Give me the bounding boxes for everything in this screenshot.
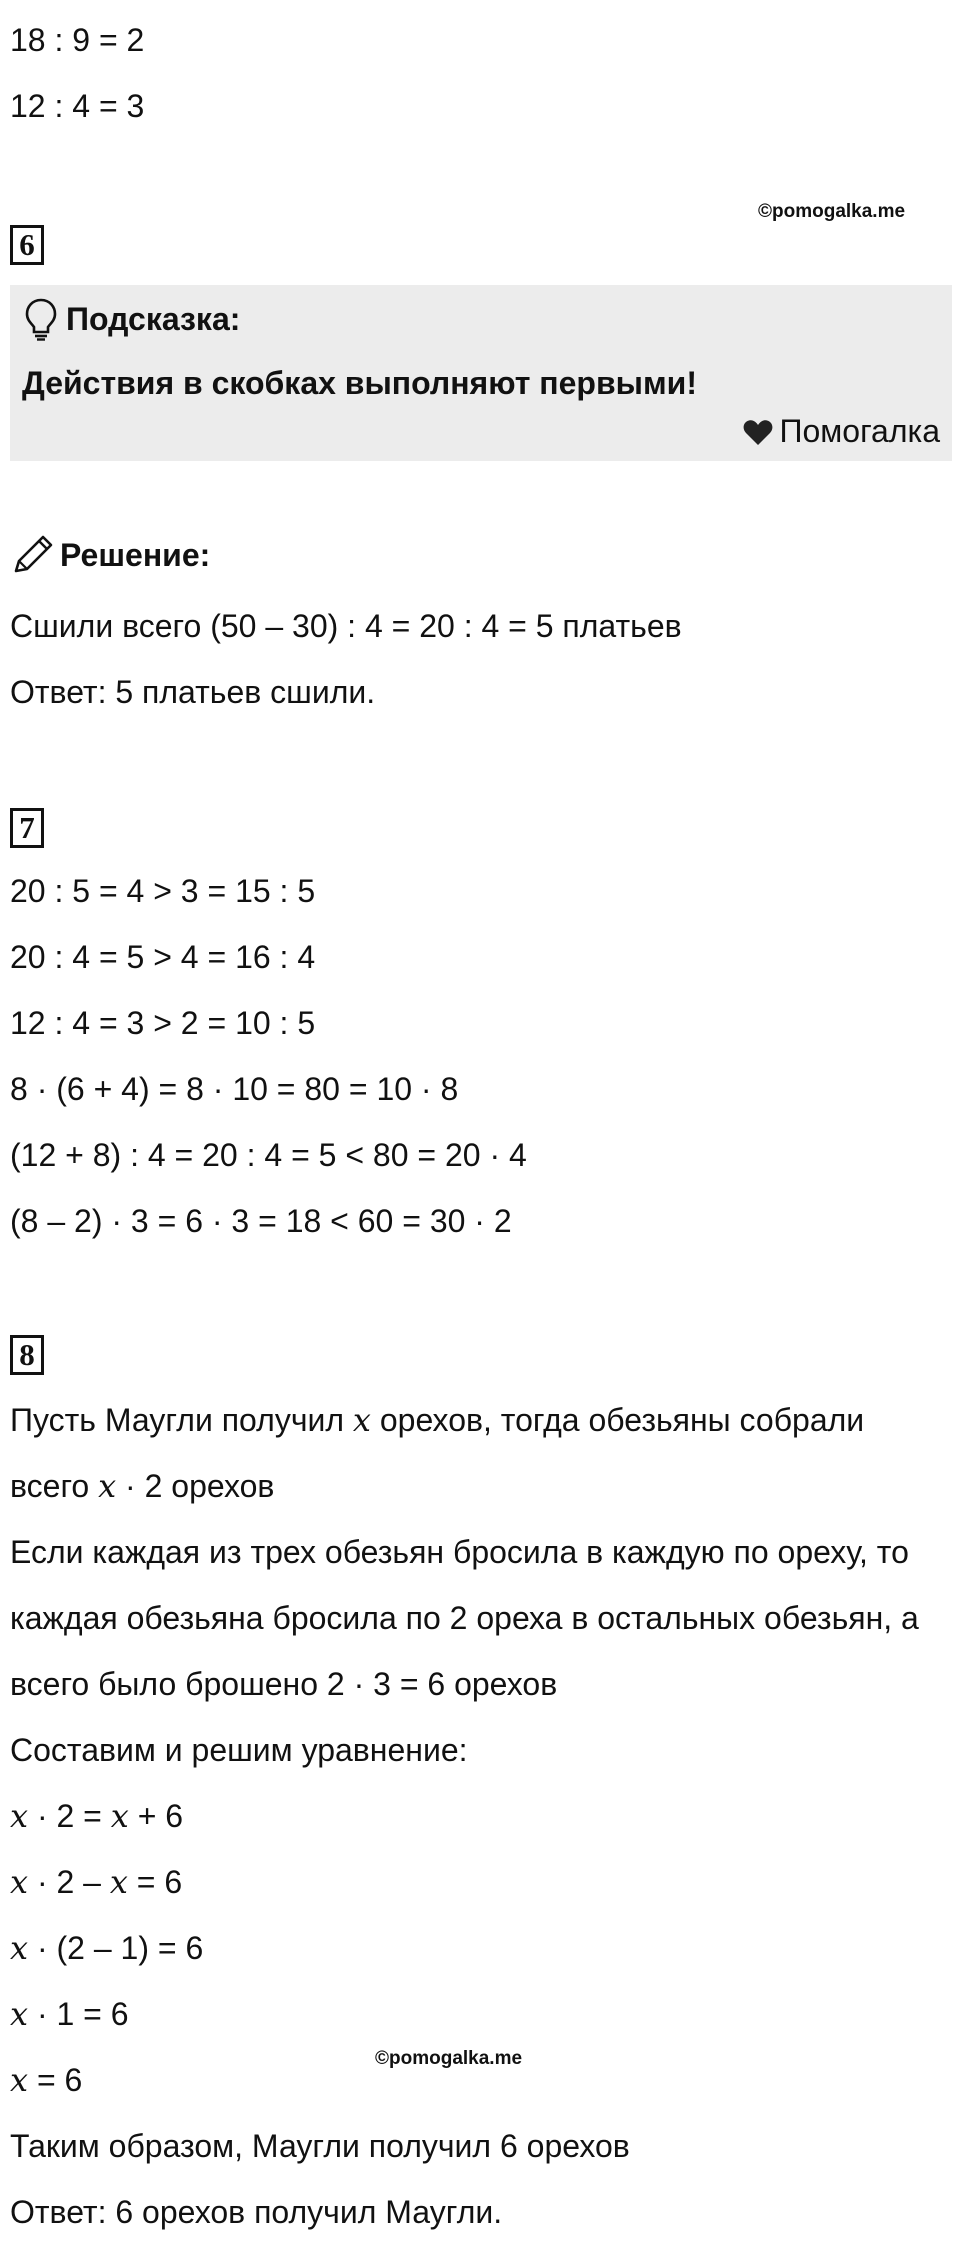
equation-line: (8 – 2) · 3 = 6 · 3 = 18 < 60 = 30 · 2 xyxy=(10,1203,512,1239)
hint-box xyxy=(10,285,952,461)
equation-line: 12 : 4 = 3 xyxy=(10,88,145,124)
equation-line: (12 + 8) : 4 = 20 : 4 = 5 < 80 = 20 · 4 xyxy=(10,1137,527,1173)
equation-line: 20 : 4 = 5 > 4 = 16 : 4 xyxy=(10,939,316,975)
equation-line: 𝑥 · 2 = 𝑥 + 6 xyxy=(10,1798,184,1834)
equation-line: 𝑥 · (2 – 1) = 6 xyxy=(10,1930,204,1966)
text-line: всего было брошено 2 · 3 = 6 орехов xyxy=(10,1666,558,1702)
brand-name: Помогалка xyxy=(779,413,940,449)
equation-line: 20 : 5 = 4 > 3 = 15 : 5 xyxy=(10,873,316,909)
text-line: каждая обезьяна бросила по 2 ореха в остальных обезьян, а xyxy=(10,1600,919,1636)
brand-label xyxy=(743,411,940,451)
watermark: ©pomogalka.me xyxy=(375,2048,523,2069)
text-line: Таким образом, Маугли получил 6 орехов xyxy=(10,2128,630,2164)
lightbulb-icon xyxy=(24,297,58,341)
text-line: всего 𝑥 · 2 орехов xyxy=(10,1468,275,1504)
task-number-8: 8 xyxy=(10,1335,44,1375)
equation-line: 18 : 9 = 2 xyxy=(10,22,145,58)
answer-line: Ответ: 5 платьев сшили. xyxy=(10,674,376,710)
task-number-7: 7 xyxy=(10,808,44,848)
watermark: ©pomogalka.me xyxy=(758,201,906,222)
solution-title: Решение: xyxy=(60,537,211,573)
equation-line: 𝑥 · 2 – 𝑥 = 6 xyxy=(10,1864,183,1900)
hint-title: Подсказка: xyxy=(66,301,241,337)
equation-line: 8 · (6 + 4) = 8 · 10 = 80 = 10 · 8 xyxy=(10,1071,459,1107)
solution-line: Сшили всего (50 – 30) : 4 = 20 : 4 = 5 платьев xyxy=(10,608,682,644)
answer-line: Ответ: 6 орехов получил Маугли. xyxy=(10,2194,503,2230)
equation-line: 𝑥 · 1 = 6 xyxy=(10,1996,129,2032)
hint-text: Действия в скобках выполняют первыми! xyxy=(22,365,697,401)
equation-line: 𝑥 = 6 xyxy=(10,2062,83,2098)
text-line: Пусть Маугли получил 𝑥 орехов, тогда обезьяны собрали xyxy=(10,1402,865,1438)
text-line: Если каждая из трех обезьян бросила в каждую по ореху, то xyxy=(10,1534,909,1570)
pencil-icon xyxy=(10,533,56,577)
text-line: Составим и решим уравнение: xyxy=(10,1732,468,1768)
heart-icon xyxy=(743,418,773,446)
task-number-6: 6 xyxy=(10,225,44,265)
equation-line: 12 : 4 = 3 > 2 = 10 : 5 xyxy=(10,1005,316,1041)
